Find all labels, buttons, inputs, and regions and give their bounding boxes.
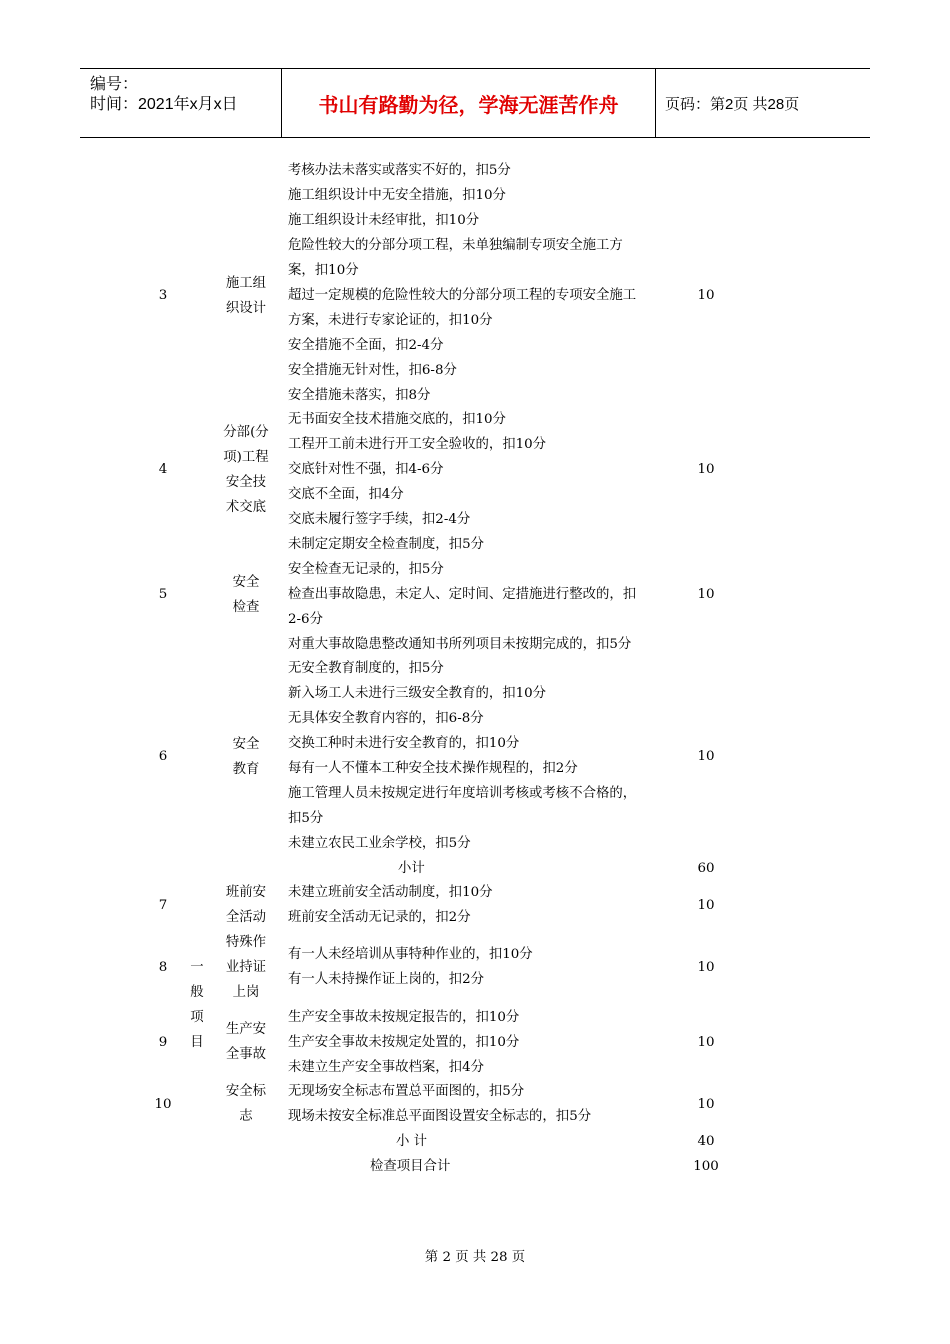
criterion-line: 工程开工前未进行开工安全验收的，扣10分 [288,437,547,452]
page-footer: 第 2 页 共 28 页 [424,1250,526,1265]
category-line: 项)工程 [223,450,269,465]
criterion-line: 新入场工人未进行三级安全教育的，扣10分 [288,686,547,701]
criterion-line: 未建立班前安全活动制度，扣10分 [288,885,493,900]
total-score: 100 [693,1159,719,1174]
criterion-line: 交底不全面，扣4分 [288,487,404,502]
criterion-line: 扣5分 [288,811,324,826]
criterion-line: 现场未按安全标准总平面图设置安全标志的，扣5分 [288,1109,592,1124]
date-text: 时间：2021年x月x日 [90,96,238,113]
criterion-line: 无具体安全教育内容的，扣6-8分 [288,711,484,726]
criterion-line: 检查出事故隐患，未定人、定时间、定措施进行整改的，扣 [288,587,637,602]
criterion-line: 方案，未进行专家论证的，扣10分 [288,313,493,328]
criterion-line: 未建立生产安全事故档案，扣4分 [288,1060,484,1075]
serial-label: 编号： [90,76,139,93]
category-line: 上岗 [232,985,260,1000]
criterion-line: 安全措施未落实，扣8分 [288,388,431,403]
criterion-line: 危险性较大的分部分项工程，未单独编制专项安全施工方 [288,238,623,253]
criterion-line: 施工组织设计未经审批，扣10分 [288,213,480,228]
criterion-line: 2-6分 [288,612,323,627]
row-number: 3 [158,288,168,303]
header-left-cell [80,69,280,137]
criterion-line: 未制定定期安全检查制度，扣5分 [288,537,484,552]
category-line: 术交底 [225,500,267,515]
category-line: 施工组 [225,276,267,291]
row-number: 7 [158,898,168,913]
criterion-line: 安全措施不全面，扣2-4分 [288,338,444,353]
row-score: 10 [697,898,715,913]
header-motto-cell [281,69,656,137]
category-line: 教育 [232,762,260,777]
row-number: 6 [158,749,168,764]
category-line: 安全技 [225,475,267,490]
category-line: 特殊作 [225,935,267,950]
criterion-line: 每有一人不懂本工种安全技术操作规程的，扣2分 [288,761,578,776]
row-number: 8 [158,960,168,975]
group-label-char: 项 [190,1010,204,1025]
criterion-line: 安全检查无记录的，扣5分 [288,562,444,577]
row-score: 10 [697,462,715,477]
subtotal-label: 小 计 [396,1134,428,1149]
criterion-line: 有一人未持操作证上岗的，扣2分 [288,972,484,987]
subtotal-label: 小计 [398,861,425,876]
category-line: 织设计 [225,301,267,316]
criterion-line: 考核办法未落实或落实不好的，扣5分 [288,163,511,178]
row-number: 9 [158,1035,168,1050]
criterion-line: 无现场安全标志布置总平面图的，扣5分 [288,1084,525,1099]
page-info: 页码：第2页 共28页 [665,96,800,113]
row-score: 10 [697,749,715,764]
criterion-line: 班前安全活动无记录的，扣2分 [288,910,471,925]
group-label-char: 般 [190,985,204,1000]
category-line: 检查 [232,600,260,615]
row-score: 10 [697,288,715,303]
page-header [80,68,870,138]
category-line: 安全 [232,575,260,590]
category-line: 业持证 [225,960,267,975]
row-number: 10 [154,1097,172,1112]
category-line: 班前安 [225,885,267,900]
criterion-line: 生产安全事故未按规定报告的，扣10分 [288,1010,520,1025]
criterion-line: 安全措施无针对性，扣6-8分 [288,363,457,378]
criterion-line: 超过一定规模的危险性较大的分部分项工程的专项安全施工 [288,288,637,303]
criterion-line: 交底针对性不强，扣4-6分 [288,462,444,477]
subtotal-score: 40 [697,1134,715,1149]
subtotal-score: 60 [697,861,715,876]
row-number: 4 [158,462,168,477]
criterion-line: 生产安全事故未按规定处置的，扣10分 [288,1035,520,1050]
criterion-line: 未建立农民工业余学校，扣5分 [288,836,471,851]
category-line: 全活动 [225,910,267,925]
row-score: 10 [697,1035,715,1050]
category-line: 生产安 [225,1022,267,1037]
row-score: 10 [697,587,715,602]
criterion-line: 施工组织设计中无安全措施，扣10分 [288,188,506,203]
category-line: 安全标 [225,1084,267,1099]
category-line: 志 [239,1109,253,1124]
criterion-line: 对重大事故隐患整改通知书所列项目未按期完成的，扣5分 [288,637,632,652]
category-line: 安全 [232,737,260,752]
criterion-line: 无书面安全技术措施交底的，扣10分 [288,412,506,427]
group-label-char: 目 [190,1035,204,1050]
criterion-line: 交换工种时未进行安全教育的，扣10分 [288,736,520,751]
category-line: 分部(分 [223,425,269,440]
row-number: 5 [158,587,168,602]
motto-text: 书山有路勤为径，学海无涯苦作舟 [318,93,619,117]
criterion-line: 施工管理人员未按规定进行年度培训考核或考核不合格的， [288,786,637,801]
criterion-line: 交底未履行签字手续，扣2-4分 [288,512,471,527]
criterion-line: 案，扣10分 [288,263,359,278]
total-label: 检查项目合计 [370,1159,451,1174]
group-label-char: 一 [190,960,204,975]
criterion-line: 无安全教育制度的，扣5分 [288,661,444,676]
header-page-cell [655,69,870,137]
criterion-line: 有一人未经培训从事特种作业的，扣10分 [288,947,533,962]
category-line: 全事故 [225,1047,267,1062]
row-score: 10 [697,1097,715,1112]
row-score: 10 [697,960,715,975]
